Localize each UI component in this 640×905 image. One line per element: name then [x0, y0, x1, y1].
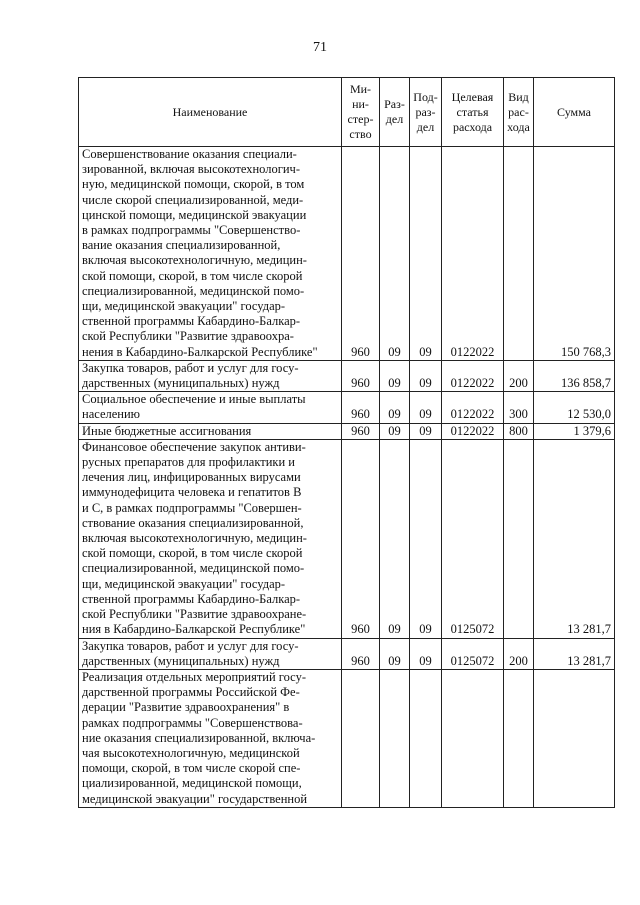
row-name: Реализация отдельных мероприятий госу- дарственной программы Российской Фе- дерации "Развитие здравоохранения" в рамках подпрограммы "Совершенствова- ние оказания специализированной, включа- чая высокотехнологичную, медицинской помощи, скорой, в том числе скорой спе- циализированной, медицинской помощи, медицинской эвакуации" государственной	[79, 669, 342, 807]
table-row	[79, 392, 615, 423]
row-expense-type	[504, 669, 534, 807]
row-ministry: 960	[342, 423, 380, 439]
row-expense-type	[504, 439, 534, 638]
page-number: 71	[313, 40, 327, 55]
row-name: Закупка товаров, работ и услуг для госу- дарственных (муниципальных) нужд	[79, 638, 342, 669]
header-name: Наименование	[79, 78, 342, 147]
row-target-article: 0125072	[442, 638, 504, 669]
row-target-article: 0122022	[442, 423, 504, 439]
header-ministry: Ми- ни- стер- ство	[342, 78, 380, 147]
row-section: 09	[380, 147, 410, 361]
row-ministry	[342, 669, 380, 807]
row-section: 09	[380, 360, 410, 391]
row-subsection: 09	[410, 423, 442, 439]
row-target-article: 0122022	[442, 392, 504, 423]
table-row	[79, 638, 615, 669]
row-subsection	[410, 669, 442, 807]
row-sum: 150 768,3	[534, 147, 615, 361]
row-section	[380, 669, 410, 807]
row-subsection: 09	[410, 392, 442, 423]
table-row	[79, 423, 615, 439]
row-expense-type: 300	[504, 392, 534, 423]
row-expense-type: 200	[504, 360, 534, 391]
row-section: 09	[380, 392, 410, 423]
row-section: 09	[380, 638, 410, 669]
row-target-article	[442, 669, 504, 807]
row-name: Иные бюджетные ассигнования	[79, 423, 342, 439]
row-sum: 13 281,7	[534, 439, 615, 638]
table-header-row	[79, 78, 615, 147]
header-expense-type: Вид рас- хода	[504, 78, 534, 147]
row-subsection: 09	[410, 638, 442, 669]
row-ministry: 960	[342, 360, 380, 391]
row-ministry: 960	[342, 392, 380, 423]
row-name: Совершенствование оказания специали- зированной, включая высокотехнологич- ную, медицинской помощи, скорой, в том числе скорой специализированной, меди- цинской помощи, медицинской эвакуации в рамках подпрограммы "Совершенство- вание оказания специализированной, включая высокотехнологичную, медицин- ской помощи, скорой, в том числе скорой специализированной, медицинской помо- щи, медицинской эвакуации" государ- ственной программы Кабардино-Балкар- ской Республики "Развитие здравоохра- нения в Кабардино-Балкарской Республике"	[79, 147, 342, 361]
row-target-article: 0122022	[442, 147, 504, 361]
row-section: 09	[380, 439, 410, 638]
row-section: 09	[380, 423, 410, 439]
row-target-article: 0125072	[442, 439, 504, 638]
table-row	[79, 147, 615, 361]
table-row	[79, 669, 615, 807]
row-name: Закупка товаров, работ и услуг для госу- дарственных (муниципальных) нужд	[79, 360, 342, 391]
row-sum: 1 379,6	[534, 423, 615, 439]
row-ministry: 960	[342, 147, 380, 361]
row-sum: 12 530,0	[534, 392, 615, 423]
row-target-article: 0122022	[442, 360, 504, 391]
row-sum: 13 281,7	[534, 638, 615, 669]
header-section: Раз- дел	[380, 78, 410, 147]
row-ministry: 960	[342, 638, 380, 669]
table-body	[79, 147, 615, 808]
row-name: Социальное обеспечение и иные выплаты населению	[79, 392, 342, 423]
table-row	[79, 360, 615, 391]
row-expense-type: 200	[504, 638, 534, 669]
row-subsection: 09	[410, 147, 442, 361]
row-sum	[534, 669, 615, 807]
row-sum: 136 858,7	[534, 360, 615, 391]
row-expense-type: 800	[504, 423, 534, 439]
row-name: Финансовое обеспечение закупок антиви- русных препаратов для профилактики и лечения лиц, инфицированных вирусами иммунодефицита человека и гепатитов В и С, в рамках подпрограммы "Совершен- ствование оказания специализированной, включая высокотехнологичную, медицин- ской помощи, скорой, в том числе скорой специализированной, медицинской помо- щи, медицинской эвакуации" государ- ственной программы Кабардино-Балкар- ской Республики "Развитие здравоохране- ния в Кабардино-Балкарской Республике"	[79, 439, 342, 638]
header-subsection: Под- раз- дел	[410, 78, 442, 147]
row-expense-type	[504, 147, 534, 361]
row-subsection: 09	[410, 439, 442, 638]
row-ministry: 960	[342, 439, 380, 638]
header-sum: Сумма	[534, 78, 615, 147]
table-row	[79, 439, 615, 638]
row-subsection: 09	[410, 360, 442, 391]
budget-table	[78, 77, 615, 808]
header-target-article: Целевая статья расхода	[442, 78, 504, 147]
